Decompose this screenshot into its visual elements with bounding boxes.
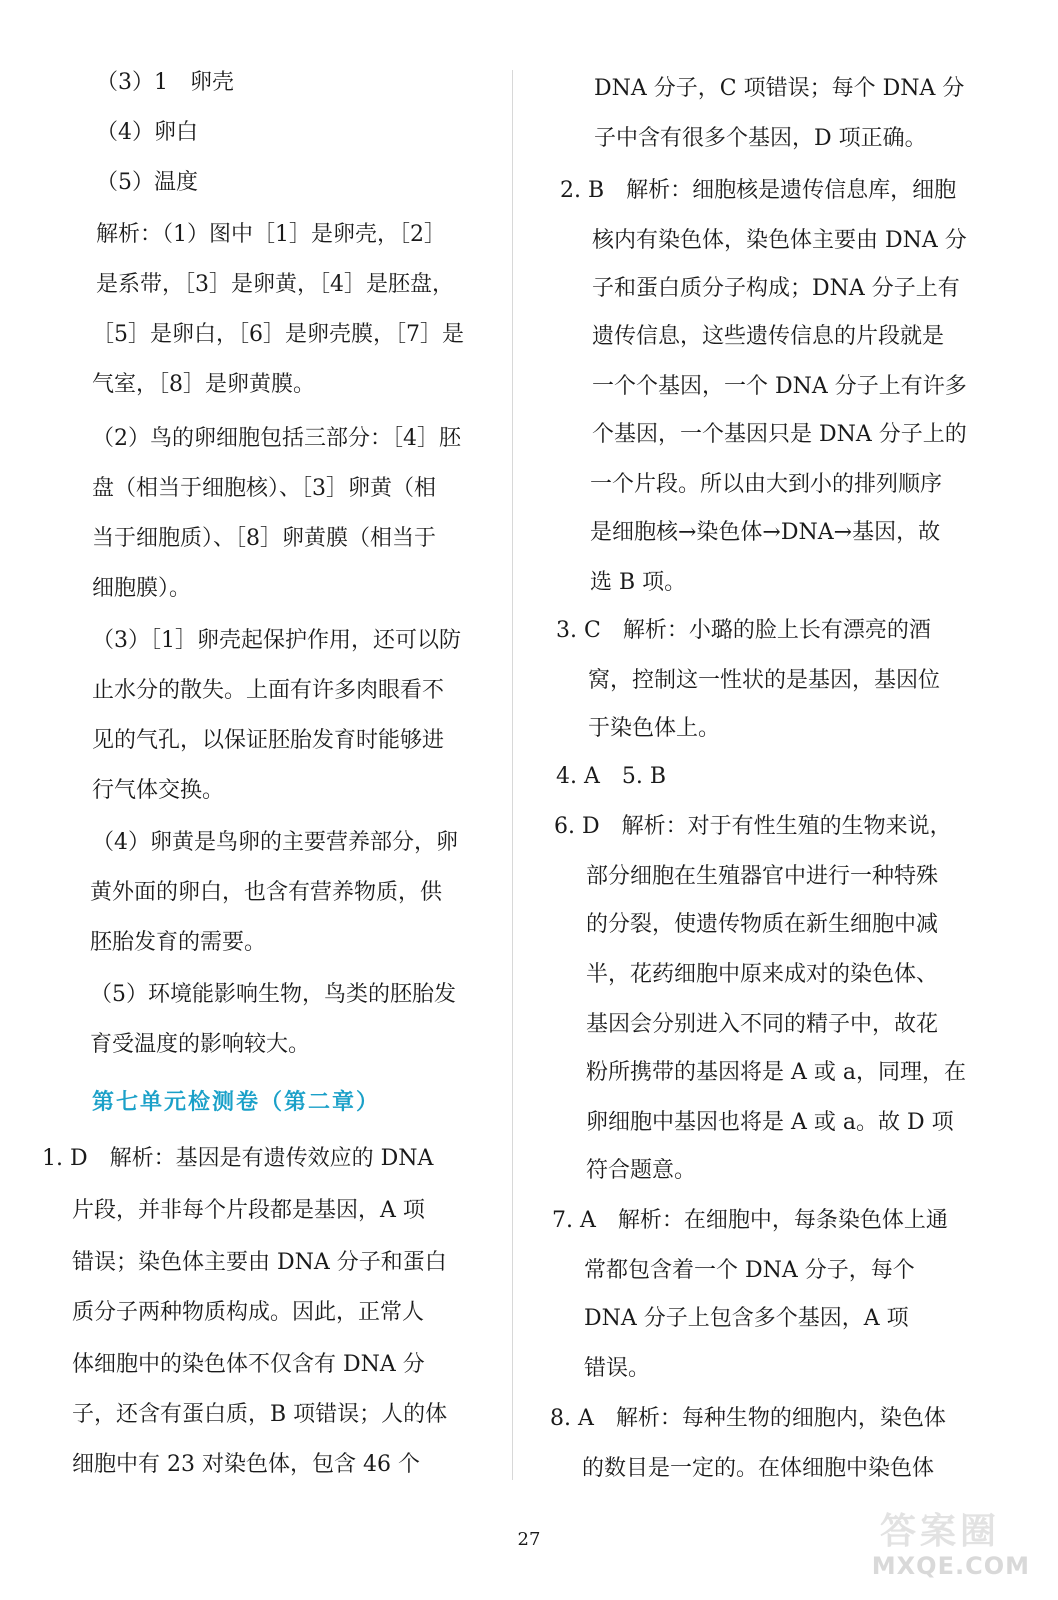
text-line: 体细胞中的染色体不仅含有 DNA 分	[72, 1352, 425, 1377]
text-line: 解析：（1）图中［1］是卵壳，［2］	[96, 222, 446, 247]
text-line: （3）1 卵壳	[96, 70, 234, 95]
page-number: 27	[517, 1529, 541, 1550]
text-line: 1. D 解析：基因是有遗传效应的 DNA	[42, 1146, 434, 1171]
section-heading: 第七单元检测卷（第二章）	[92, 1090, 381, 1115]
text-line: 窝，控制这一性状的是基因，基因位	[588, 668, 941, 693]
text-line: （4）卵白	[96, 120, 198, 145]
text-line: 半，花药细胞中原来成对的染色体、	[586, 962, 939, 987]
text-line: 胚胎发育的需要。	[90, 930, 267, 955]
text-line: 一个个基因，一个 DNA 分子上有许多	[592, 374, 967, 399]
text-line: 细胞膜）。	[92, 576, 192, 601]
text-line: 选 B 项。	[590, 570, 687, 595]
text-line: 的分裂，使遗传物质在新生细胞中减	[586, 912, 939, 937]
text-line: 细胞中有 23 对染色体，包含 46 个	[72, 1452, 420, 1477]
text-line: 符合题意。	[586, 1158, 697, 1183]
text-line: 8. A 解析：每种生物的细胞内，染色体	[550, 1406, 946, 1431]
text-line: 当于细胞质）、［8］卵黄膜（相当于	[92, 526, 436, 551]
text-line: （2）鸟的卵细胞包括三部分：［4］胚	[92, 426, 461, 451]
text-line: 气室，［8］是卵黄膜。	[92, 372, 315, 397]
text-line: 卵细胞中基因也将是 A 或 a。故 D 项	[586, 1110, 954, 1135]
text-line: 行气体交换。	[92, 778, 225, 803]
text-line: 育受温度的影响较大。	[90, 1032, 311, 1057]
text-line: 遗传信息，这些遗传信息的片段就是	[592, 324, 945, 349]
text-line: 个基因，一个基因只是 DNA 分子上的	[592, 422, 967, 447]
text-line: 见的气孔，以保证胚胎发育时能够进	[92, 728, 445, 753]
text-line: （5）环境能影响生物，鸟类的胚胎发	[90, 982, 456, 1007]
text-line: 错误；染色体主要由 DNA 分子和蛋白	[72, 1250, 447, 1275]
column-divider	[512, 70, 513, 1480]
text-line: 核内有染色体，染色体主要由 DNA 分	[592, 228, 967, 253]
text-line: 常都包含着一个 DNA 分子，每个	[584, 1258, 915, 1283]
text-line: 子，还含有蛋白质，B 项错误；人的体	[72, 1402, 448, 1427]
text-line: 子中含有很多个基因，D 项正确。	[594, 126, 927, 151]
text-line: 止水分的散失。上面有许多肉眼看不	[92, 678, 445, 703]
text-line: 黄外面的卵白，也含有营养物质，供	[90, 880, 443, 905]
text-line: 质分子两种物质构成。因此，正常人	[72, 1300, 425, 1325]
text-line: 一个片段。所以由大到小的排列顺序	[590, 472, 943, 497]
text-line: 7. A 解析：在细胞中，每条染色体上通	[552, 1208, 948, 1233]
text-line: 3. C 解析：小璐的脸上长有漂亮的酒	[556, 618, 931, 643]
text-line: 部分细胞在生殖器官中进行一种特殊	[586, 864, 939, 889]
text-line: 2. B 解析：细胞核是遗传信息库，细胞	[560, 178, 957, 203]
text-line: 错误。	[584, 1356, 651, 1381]
text-line: 是系带，［3］是卵黄，［4］是胚盘，	[96, 272, 454, 297]
text-line: 于染色体上。	[588, 716, 721, 741]
text-line: （5）温度	[96, 170, 198, 195]
text-line: DNA 分子，C 项错误；每个 DNA 分	[594, 76, 965, 101]
text-line: 是细胞核→染色体→DNA→基因，故	[590, 520, 941, 545]
text-line: 片段，并非每个片段都是基因，A 项	[72, 1198, 425, 1223]
text-line: 盘（相当于细胞核）、［3］卵黄（相	[92, 476, 436, 501]
text-line: 粉所携带的基因将是 A 或 a，同理，在	[586, 1060, 966, 1085]
text-line: （3）［1］卵壳起保护作用，还可以防	[92, 628, 461, 653]
text-line: 6. D 解析：对于有性生殖的生物来说，	[554, 814, 952, 839]
watermark-url: MXQE.COM	[871, 1552, 1030, 1580]
watermark-logo	[820, 1510, 1030, 1580]
text-line: 基因会分别进入不同的精子中，故花	[586, 1012, 939, 1037]
text-line: （4）卵黄是鸟卵的主要营养部分，卵	[92, 830, 458, 855]
text-line: ［5］是卵白，［6］是卵壳膜，［7］是	[92, 322, 464, 347]
text-line: 的数目是一定的。在体细胞中染色体	[582, 1456, 935, 1481]
text-line: 子和蛋白质分子构成；DNA 分子上有	[592, 276, 960, 301]
text-line: DNA 分子上包含多个基因，A 项	[584, 1306, 909, 1331]
text-line: 4. A 5. B	[556, 764, 667, 789]
watermark-chars: 答案圈	[879, 1511, 1000, 1552]
